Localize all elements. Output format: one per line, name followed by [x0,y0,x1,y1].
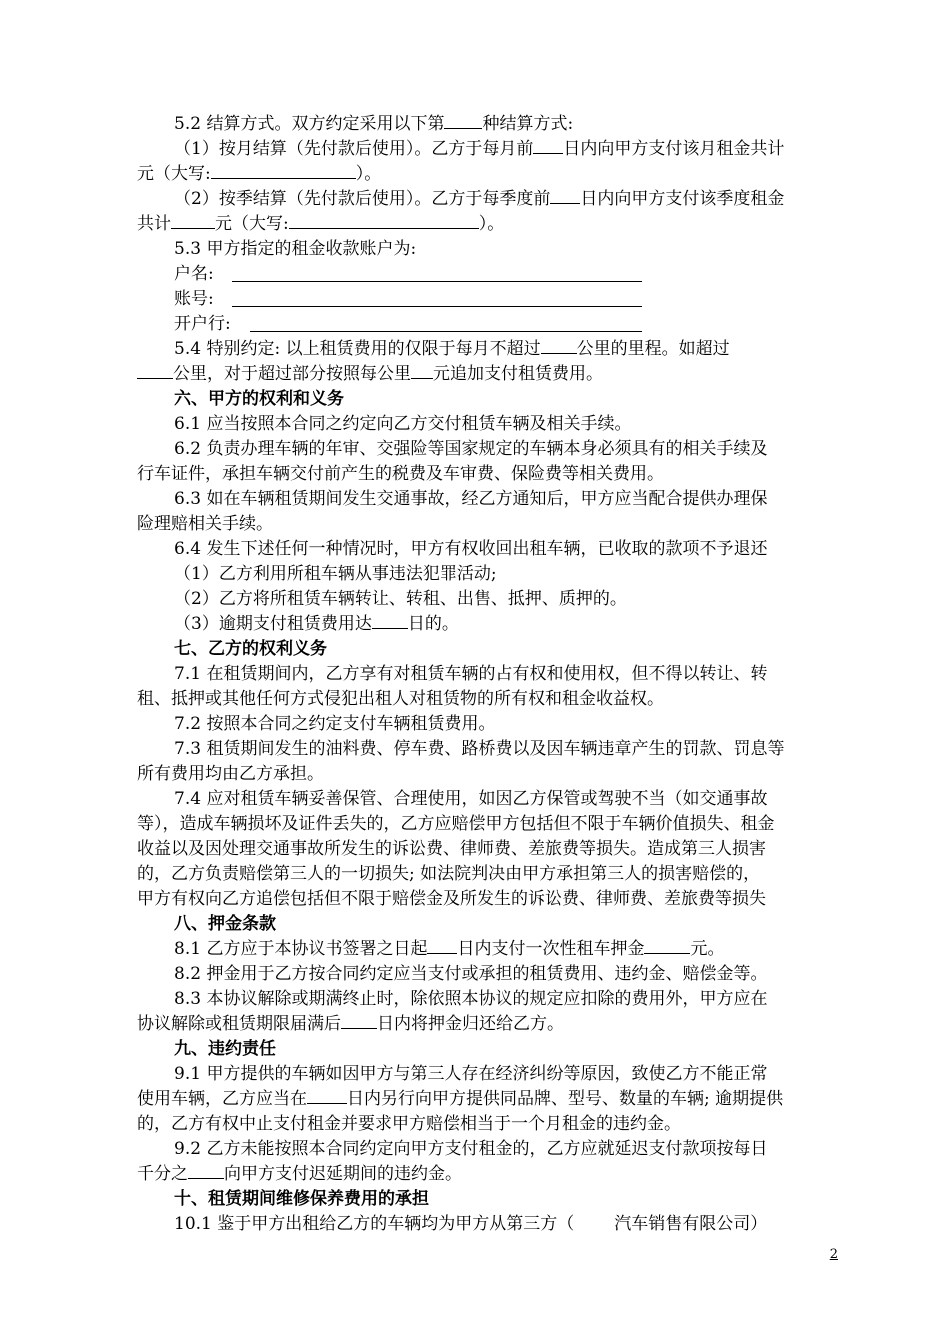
clause-7-4: 7.4 应对租赁车辆妥善保管、合理使用，如因乙方保管或驾驶不当（如交通事故 [174,789,768,809]
clause-9-2: 9.2 乙方未能按照本合同约定向甲方支付租金的，乙方应就延迟支付款项按每日 [174,1139,768,1159]
blank[interactable] [411,361,433,379]
clause-6-4-1: （1）乙方利用所租车辆从事违法犯罪活动; [174,564,497,584]
blank[interactable] [550,186,580,204]
clause-5-3: 5.3 甲方指定的租金收款账户为: [174,239,417,259]
clause-9-2-cont: 千分之 向甲方支付迟延期间的违约金。 [137,1161,462,1187]
clause-7-4-cont-2: 收益以及因处理交通事故所发生的诉讼费、律师费、差旅费等损失。造成第三人损害 [137,839,766,859]
clause-7-4-cont-3: 的，乙方负责赔偿第三人的一切损失; 如法院判决由甲方承担第三人的损害赔偿的， [137,864,761,884]
blank[interactable] [533,136,563,154]
page-number: 2 [829,1247,838,1262]
clause-8-3: 8.3 本协议解除或期满终止时，除依照本协议的规定应扣除的费用外，甲方应在 [174,989,768,1009]
clause-6-4: 6.4 发生下述任何一种情况时，甲方有权收回出租车辆，已收取的款项不予退还 [174,539,768,559]
clause-8-2: 8.2 押金用于乙方按合同约定应当支付或承担的租赁费用、违约金、赔偿金等。 [174,964,768,984]
clause-6-1: 6.1 应当按照本合同之约定向乙方交付租赁车辆及相关手续。 [174,414,632,434]
clause-9-1-cont-2: 的，乙方有权中止支付租金并要求甲方赔偿相当于一个月租金的违约金。 [137,1114,681,1134]
account-number-blank[interactable] [232,306,642,307]
clause-5-4: 5.4 特别约定: 以上租赁费用的仅限于每月不超过 公里的里程。如超过 [174,336,730,362]
section-9-heading: 九、违约责任 [174,1039,276,1059]
clause-9-1-cont: 使用车辆，乙方应当在 日内另行向甲方提供同品牌、型号、数量的车辆; 逾期提供 [137,1086,783,1112]
blank[interactable] [188,1161,224,1179]
clause-8-1: 8.1 乙方应于本协议书签署之日起 日内支付一次性租车押金 元。 [174,936,724,962]
section-6-heading: 六、甲方的权利和义务 [174,389,344,409]
clause-5-2-2: （2）按季结算（先付款后使用）。乙方于每季度前 日内向甲方支付该季度租金 [174,186,784,212]
clause-6-2: 6.2 负责办理车辆的年审、交强险等国家规定的车辆本身必须具有的相关手续及 [174,439,768,459]
blank[interactable] [541,336,577,354]
section-7-heading: 七、乙方的权利义务 [174,639,327,659]
blank[interactable] [427,936,457,954]
clause-6-3: 6.3 如在车辆租赁期间发生交通事故，经乙方通知后，甲方应当配合提供办理保 [174,489,768,509]
clause-5-2-2-cont: 共计 元（大写: ）。 [137,211,504,237]
clause-7-3-cont: 所有费用均由乙方承担。 [137,764,324,784]
account-number-label: 账号: [174,289,214,309]
clause-7-4-cont-4: 甲方有权向乙方追偿包括但不限于赔偿金及所发生的诉讼费、律师费、差旅费等损失 [137,889,766,909]
clause-6-3-cont: 险理赔相关手续。 [137,514,273,534]
clause-5-4-cont: 公里，对于超过部分按照每公里 元追加支付租赁费用。 [137,361,603,387]
clause-7-2: 7.2 按照本合同之约定支付车辆租赁费用。 [174,714,496,734]
clause-8-3-cont: 协议解除或租赁期限届满后 日内将押金归还给乙方。 [137,1011,564,1037]
clause-7-1-cont: 租、抵押或其他任何方式侵犯出租人对租赁物的所有权和租金收益权。 [137,689,664,709]
section-8-heading: 八、押金条款 [174,914,276,934]
blank[interactable] [307,1086,347,1104]
bank-blank[interactable] [250,331,642,332]
blank[interactable] [211,161,356,179]
blank[interactable] [137,361,173,379]
blank[interactable] [372,611,408,629]
clause-6-4-2: （2）乙方将所租赁车辆转让、转租、出售、抵押、质押的。 [174,589,627,609]
clause-9-1: 9.1 甲方提供的车辆如因甲方与第三人存在经济纠纷等原因，致使乙方不能正常 [174,1064,768,1084]
blank[interactable] [444,111,482,129]
account-name-label: 户名: [174,264,214,284]
blank[interactable] [289,211,479,229]
clause-6-2-cont: 行车证件，承担车辆交付前产生的税费及车审费、保险费等相关费用。 [137,464,664,484]
bank-label: 开户行: [174,314,231,334]
clause-7-3: 7.3 租赁期间发生的油料费、停车费、路桥费以及因车辆违章产生的罚款、罚息等 [174,739,785,759]
clause-7-4-cont-1: 等），造成车辆损坏及证件丢失的，乙方应赔偿甲方包括但不限于车辆价值损失、租金 [137,814,775,834]
section-10-heading: 十、租赁期间维修保养费用的承担 [174,1189,429,1209]
clause-5-2: 5.2 结算方式。双方约定采用以下第 种结算方式: [174,111,573,137]
blank[interactable] [341,1011,377,1029]
clause-10-1: 10.1 鉴于甲方出租给乙方的车辆均为甲方从第三方（ 汽车销售有限公司） [174,1214,768,1234]
clause-6-4-3: （3）逾期支付租赁费用达 日的。 [174,611,459,637]
clause-5-2-1: （1）按月结算（先付款后使用）。乙方于每月前 日内向甲方支付该月租金共计 [174,136,784,162]
blank[interactable] [644,936,690,954]
clause-5-2-1-cont: 元（大写: ）。 [137,161,381,187]
clause-7-1: 7.1 在租赁期间内，乙方享有对租赁车辆的占有权和使用权，但不得以转让、转 [174,664,768,684]
account-name-blank[interactable] [232,281,642,282]
blank[interactable] [171,211,215,229]
